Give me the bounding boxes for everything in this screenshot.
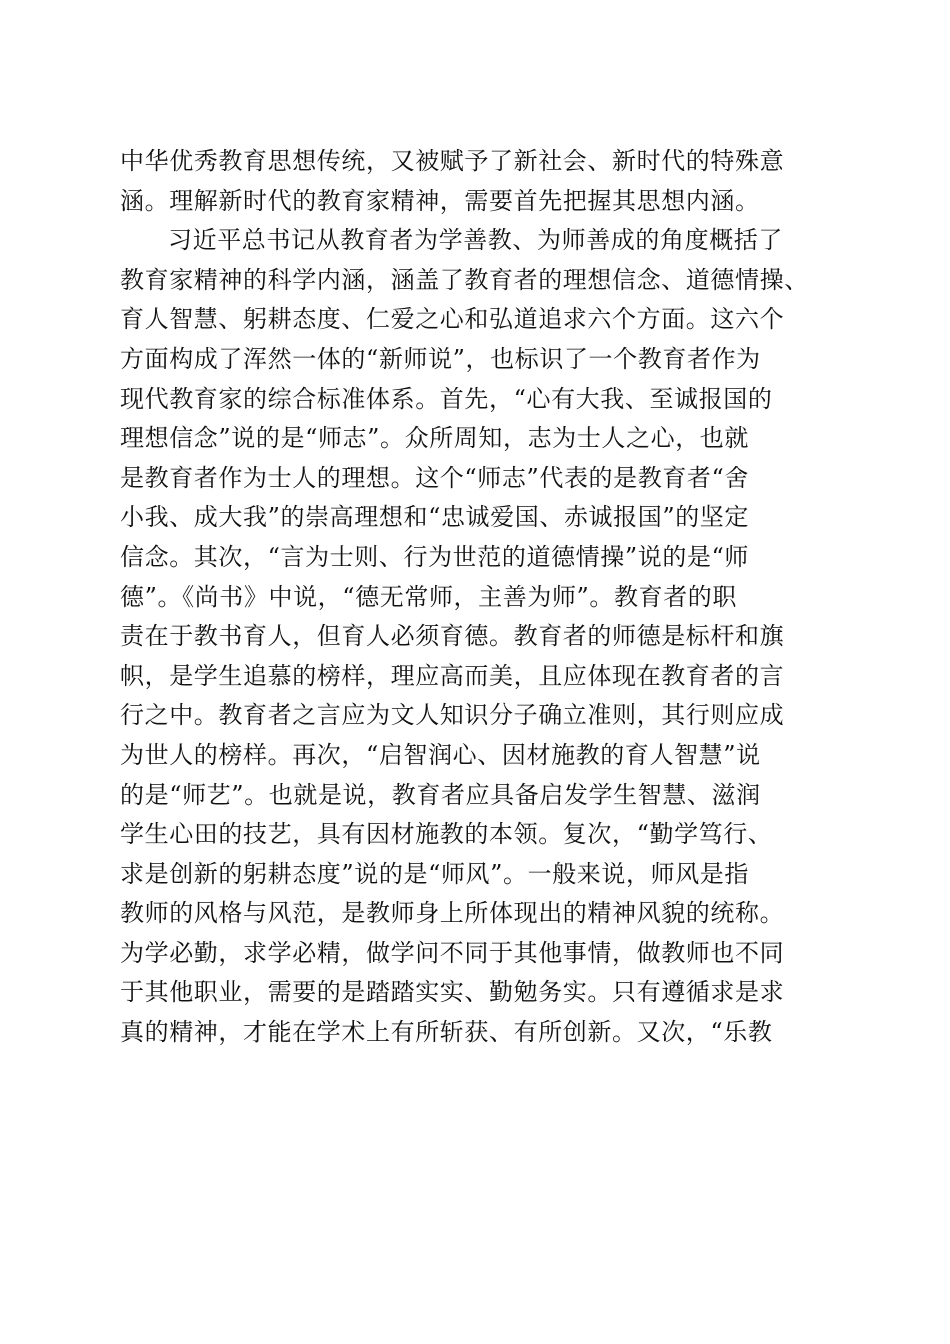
text-line: 中华优秀教育思想传统，又被赋予了新社会、新时代的特殊意 <box>120 147 785 175</box>
text-line: 方面构成了浑然一体的“新师说”，也标识了一个教育者作为 <box>120 344 761 373</box>
body-text <box>120 142 840 1053</box>
paragraph-first-line: 习近平总书记从教育者为学善教、为师善成的角度概括了 <box>168 226 783 255</box>
text-line: 是教育者作为士人的理想。这个“师志”代表的是教育者“舍 <box>120 463 750 492</box>
text-line: 为世人的榜样。再次，“启智润心、因材施教的育人智慧”说 <box>120 740 761 769</box>
text-line: 帜，是学生追慕的榜样，理应高而美，且应体现在教育者的言 <box>120 661 785 690</box>
text-line: 涵。理解新时代的教育家精神，需要首先把握其思想内涵。 <box>120 186 760 215</box>
text-line: 教师的风格与风范，是教师身上所体现出的精神风貌的统称。 <box>120 899 785 928</box>
text-line: 求是创新的躬耕态度”说的是“师风”。一般来说，师风是指 <box>120 859 750 888</box>
text-line: 责在于教书育人，但育人必须育德。教育者的师德是标杆和旗 <box>120 622 785 651</box>
text-line: 育人智慧、躬耕态度、仁爱之心和弘道追求六个方面。这六个 <box>120 305 785 334</box>
text-line: 信念。其次，“言为士则、行为世范的道德情操”说的是“师 <box>120 542 750 571</box>
text-line: 真的精神，才能在学术上有所斩获、有所创新。又次，“乐教 <box>120 1018 773 1047</box>
text-line: 行之中。教育者之言应为文人知识分子确立准则，其行则应成 <box>120 701 785 730</box>
text-line: 理想信念”说的是“师志”。众所周知，志为士人之心，也就 <box>120 424 750 453</box>
text-line: 学生心田的技艺，具有因材施教的本领。复次，“勤学笃行、 <box>120 820 773 849</box>
text-line: 现代教育家的综合标准体系。首先，“心有大我、至诚报国的 <box>120 384 773 413</box>
text-line: 的是“师艺”。也就是说，教育者应具备启发学生智慧、滋润 <box>120 780 761 809</box>
text-line: 教育家精神的科学内涵，涵盖了教育者的理想信念、道德情操、 <box>120 265 809 294</box>
text-line: 为学必勤，求学必精，做学问不同于其他事情，做教师也不同 <box>120 938 785 967</box>
text-line: 德”。《尚书》中说，“德无常师，主善为师”。教育者的职 <box>120 582 738 611</box>
text-line: 于其他职业，需要的是踏踏实实、勤勉务实。只有遵循求是求 <box>120 978 785 1007</box>
text-line: 小我、成大我”的崇高理想和“忠诚爱国、赤诚报国”的坚定 <box>120 503 750 532</box>
